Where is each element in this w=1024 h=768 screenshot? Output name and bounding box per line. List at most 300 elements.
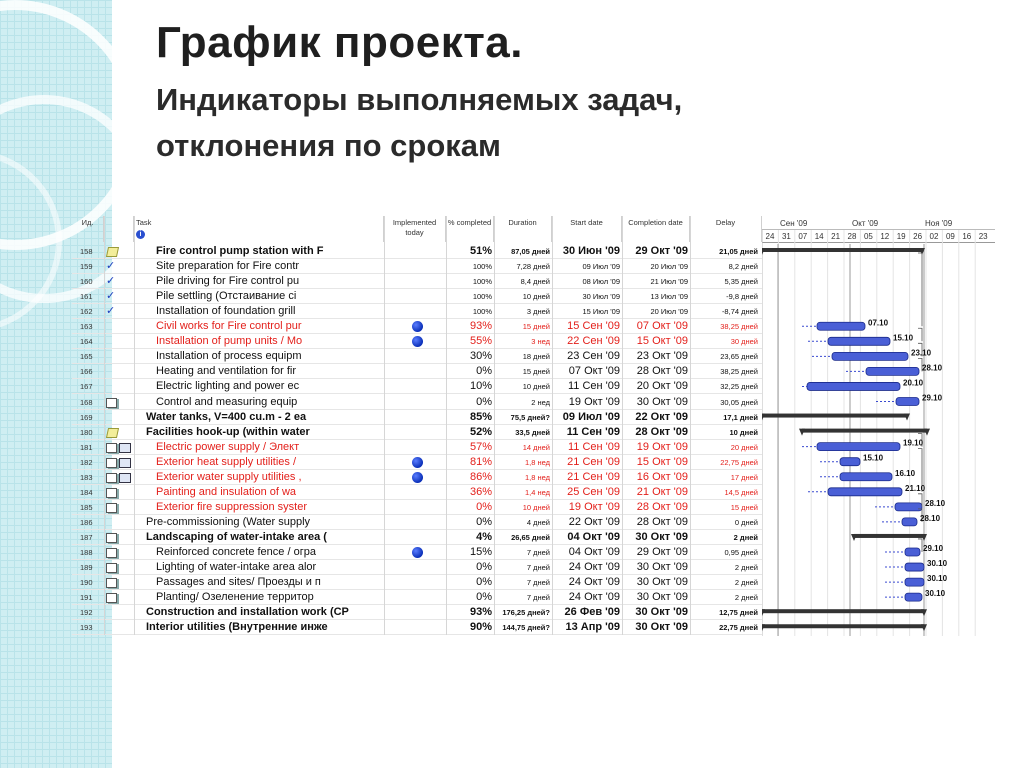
task-name: Pre-commissioning (Water supply (146, 515, 311, 528)
task-name: Planting/ Озеленение территор (156, 591, 314, 604)
progress-indicator-icon (412, 321, 423, 332)
start-date: 08 Июл '09 (582, 277, 620, 287)
duration: 176,25 дней? (502, 608, 550, 618)
delay: 10 дней (729, 427, 758, 437)
indicator-cell (104, 470, 134, 485)
document-icon (106, 563, 117, 573)
percent-completed: 4% (476, 530, 492, 543)
table-row[interactable] (72, 440, 762, 455)
table-row[interactable] (72, 319, 762, 334)
task-id: 182 (80, 457, 93, 467)
completion-date: 20 Июл '09 (650, 307, 688, 317)
implemented-today-cell (384, 395, 446, 410)
table-row[interactable] (72, 500, 762, 515)
duration: 144,75 дней? (502, 623, 550, 633)
summary-bar (762, 248, 922, 252)
percent-completed: 0% (476, 395, 492, 408)
document-icon (106, 533, 117, 543)
table-row[interactable] (72, 349, 762, 364)
duration: 1,8 нед (524, 472, 550, 482)
table-row[interactable] (72, 304, 762, 319)
dependency-line (918, 253, 922, 326)
bar-date-label: 19.10 (903, 438, 924, 448)
table-row[interactable] (72, 515, 762, 530)
start-date: 04 Окт '09 (568, 546, 620, 558)
document-icon (106, 548, 117, 558)
column-header-indicators[interactable] (104, 216, 142, 242)
task-id: 167 (80, 382, 93, 392)
duration: 26,65 дней (511, 532, 550, 542)
indicator-cell (104, 349, 134, 364)
task-bar (905, 563, 924, 571)
start-date: 23 Сен '09 (567, 350, 620, 363)
task-bar (902, 518, 917, 526)
percent-completed: 30% (469, 350, 492, 363)
table-row[interactable] (72, 455, 762, 470)
percent-completed: 0% (476, 576, 492, 589)
bar-date-label: 23.10 (911, 348, 932, 358)
delay: 30,05 дней (720, 397, 758, 407)
implemented-today-cell (384, 590, 446, 605)
indicator-cell (104, 425, 134, 440)
percent-completed: 100% (472, 262, 492, 272)
duration: 7 дней (526, 548, 550, 557)
table-row[interactable] (72, 289, 762, 304)
column-header-id[interactable]: Ид. (72, 216, 104, 242)
task-bar (817, 322, 865, 330)
table-row[interactable] (72, 395, 762, 410)
duration: 87,05 дней (511, 247, 550, 256)
bar-date-label: 30.10 (925, 589, 946, 599)
column-divider (494, 216, 495, 635)
delay: 5,35 дней (724, 277, 758, 287)
duration: 3 нед (531, 337, 550, 347)
indicator-cell (104, 364, 134, 379)
summary-bar (762, 414, 907, 418)
column-divider (552, 216, 553, 635)
completion-date: 15 Окт '09 (636, 335, 688, 348)
column-header-start[interactable]: Start date (552, 216, 622, 242)
timeline-month-label: Ноя '09 (925, 219, 953, 228)
info-icon: i (136, 230, 145, 239)
start-date: 25 Сен '09 (567, 485, 620, 498)
percent-completed: 57% (469, 440, 492, 453)
duration: 10 дней (522, 292, 550, 302)
completion-date: 30 Окт '09 (635, 621, 688, 634)
task-name: Construction and installation work (CP (146, 606, 349, 619)
table-row[interactable] (72, 274, 762, 289)
implemented-today-cell (384, 560, 446, 575)
document-icon (106, 443, 117, 453)
percent-completed: 52% (469, 425, 492, 438)
column-divider (622, 216, 623, 635)
task-id: 169 (80, 412, 93, 422)
indicator-cell (104, 395, 134, 410)
indicator-cell (104, 334, 134, 349)
task-bar (905, 578, 924, 586)
completion-date: 19 Окт '09 (636, 440, 688, 453)
completion-date: 13 Июл '09 (650, 292, 688, 302)
implemented-today-cell (384, 259, 446, 274)
task-name: Painting and insulation of wa (156, 485, 297, 498)
table-row[interactable] (72, 545, 762, 560)
percent-completed: 93% (469, 320, 492, 333)
task-bar (828, 337, 890, 345)
task-bar (840, 458, 860, 466)
task-name: Pile driving for Fire control pu (156, 275, 300, 288)
indicator-cell (104, 410, 134, 425)
start-date: 11 Сен '09 (567, 440, 620, 453)
percent-completed: 85% (469, 410, 492, 423)
table-row[interactable] (72, 379, 762, 394)
duration: 15 дней (522, 322, 550, 332)
summary-bar (854, 534, 924, 538)
table-row[interactable] (72, 485, 762, 500)
percent-completed: 0% (476, 500, 492, 513)
timeline-day-label: 24 (765, 232, 775, 241)
timeline-day-label: 23 (978, 232, 988, 241)
column-header-completion[interactable]: Completion date (622, 216, 690, 242)
completion-date: 20 Окт '09 (636, 380, 688, 393)
check-icon: ✓ (106, 260, 116, 273)
column-divider (104, 216, 105, 635)
indicator-cell (104, 289, 134, 304)
task-id: 165 (80, 352, 93, 362)
bar-date-label: 20.10 (903, 378, 924, 388)
completion-date: 16 Окт '09 (636, 470, 688, 483)
delay: 15 дней (730, 502, 758, 512)
task-id: 183 (80, 472, 93, 482)
delay: 20 дней (730, 442, 758, 452)
table-row[interactable] (72, 410, 762, 425)
completion-date: 20 Июл '09 (650, 262, 688, 272)
duration: 15 дней (522, 367, 550, 377)
task-bar (807, 382, 900, 390)
task-id: 161 (80, 292, 93, 302)
document-icon (106, 593, 117, 603)
bar-date-label: 28.10 (920, 513, 941, 523)
check-icon: ✓ (106, 305, 116, 318)
timeline-day-label: 16 (962, 232, 972, 241)
duration: 75,5 дней? (510, 412, 550, 422)
progress-indicator-icon (412, 457, 423, 468)
column-header-delay[interactable]: Delay (690, 216, 762, 242)
duration: 18 дней (522, 352, 550, 362)
implemented-today-cell (384, 485, 446, 500)
percent-completed: 93% (469, 606, 492, 619)
duration: 1,8 нед (524, 457, 550, 467)
indicator-cell (104, 575, 134, 590)
delay: 38,25 дней (720, 322, 758, 332)
table-row[interactable] (72, 470, 762, 485)
column-header-pct[interactable]: % completed (446, 216, 494, 242)
table-row[interactable] (72, 575, 762, 590)
implemented-today-cell (384, 410, 446, 425)
duration: 2 нед (531, 397, 550, 407)
task-name: Heating and ventilation for fir (156, 365, 297, 378)
document-icon (106, 503, 117, 513)
start-date: 30 Июн '09 (562, 245, 620, 257)
duration: 33,5 дней (515, 427, 550, 437)
completion-date: 30 Окт '09 (635, 530, 688, 543)
task-name: Exterior fire suppression syster (156, 500, 307, 513)
calendar-icon (119, 443, 131, 453)
task-name: Pile settling (Отстаивание сі (156, 290, 297, 303)
bar-date-label: 07.10 (868, 318, 889, 328)
note-icon (106, 428, 119, 438)
table-row[interactable] (72, 244, 762, 259)
indicator-cell (104, 560, 134, 575)
column-divider (384, 216, 385, 635)
task-name: Facilities hook-up (within water (146, 425, 310, 438)
percent-completed: 0% (476, 591, 492, 604)
task-bar (866, 367, 919, 375)
delay: 21,05 дней (719, 247, 758, 256)
indicator-cell (104, 620, 134, 635)
column-header-task[interactable]: Task (134, 216, 384, 242)
slide-subtitle: Индикаторы выполняемых задач, (156, 82, 683, 117)
document-icon (106, 488, 117, 498)
completion-date: 07 Окт '09 (636, 320, 688, 333)
delay: 0,95 дней (724, 548, 758, 557)
duration: 7 дней (526, 593, 550, 603)
slide-title: График проекта. (156, 18, 523, 67)
bar-date-label: 30.10 (927, 574, 948, 584)
indicator-cell (104, 440, 134, 455)
start-date: 15 Июл '09 (582, 307, 620, 317)
table-row[interactable] (72, 590, 762, 605)
duration: 7 дней (526, 578, 550, 588)
delay: 30 дней (730, 337, 758, 347)
summary-bar (802, 429, 927, 433)
implemented-today-cell (384, 470, 446, 485)
completion-date: 28 Окт '09 (636, 365, 688, 378)
progress-indicator-icon (412, 336, 423, 347)
task-name: Water tanks, V=400 cu.m - 2 ea (146, 410, 307, 423)
task-id: 164 (80, 337, 93, 347)
percent-completed: 81% (469, 455, 492, 468)
summary-bar (762, 624, 924, 628)
calendar-icon (119, 473, 131, 483)
implemented-today-cell (384, 500, 446, 515)
task-name: Fire control pump station with F (156, 245, 324, 257)
delay: 23,65 дней (720, 352, 758, 362)
percent-completed: 51% (469, 245, 492, 257)
implemented-today-cell (384, 620, 446, 635)
task-name: Lighting of water-intake area alor (156, 561, 317, 574)
duration: 8,4 дней (520, 277, 550, 287)
indicator-cell (104, 304, 134, 319)
delay: 38,25 дней (720, 367, 758, 377)
start-date: 07 Окт '09 (568, 365, 620, 378)
gantt-timeline (762, 216, 995, 636)
task-id: 186 (80, 517, 93, 527)
completion-date: 22 Окт '09 (635, 410, 688, 423)
implemented-today-cell (384, 455, 446, 470)
gantt-chart-area (762, 216, 995, 636)
task-name: Site preparation for Fire contr (156, 260, 300, 273)
task-id: 185 (80, 502, 93, 512)
percent-completed: 100% (472, 307, 492, 317)
task-id: 163 (80, 322, 93, 332)
bar-date-label: 28.10 (922, 363, 943, 373)
delay: 14,5 дней (724, 487, 758, 497)
completion-date: 30 Окт '09 (635, 606, 688, 619)
table-row[interactable] (72, 605, 762, 620)
task-bar (905, 593, 922, 601)
delay: 2 дней (734, 578, 758, 588)
implemented-today-cell (384, 274, 446, 289)
implemented-today-cell (384, 575, 446, 590)
implemented-today-cell (384, 244, 446, 259)
implemented-today-cell (384, 530, 446, 545)
timeline-day-label: 26 (913, 232, 923, 241)
start-date: 24 Окт '09 (568, 561, 620, 574)
calendar-icon (119, 458, 131, 468)
task-name: Reinforced concrete fence / огра (156, 546, 316, 558)
task-name: Landscaping of water-intake area ( (146, 530, 327, 543)
completion-date: 15 Окт '09 (636, 455, 688, 468)
delay: -8,74 дней (721, 307, 758, 317)
task-bar (905, 548, 920, 556)
task-id: 184 (80, 487, 93, 497)
dependency-line (918, 328, 922, 341)
indicator-cell (104, 545, 134, 560)
table-row[interactable] (72, 560, 762, 575)
percent-completed: 55% (469, 335, 492, 348)
percent-completed: 0% (476, 365, 492, 378)
start-date: 15 Сен '09 (567, 320, 620, 333)
indicator-cell (104, 259, 134, 274)
summary-bar (762, 609, 924, 613)
task-name: Installation of process equipm (156, 350, 302, 363)
start-date: 04 Окт '09 (567, 530, 620, 543)
completion-date: 21 Окт '09 (636, 485, 688, 498)
implemented-today-cell (384, 304, 446, 319)
task-id: 160 (80, 277, 93, 287)
implemented-today-cell (384, 334, 446, 349)
completion-date: 21 Июл '09 (650, 277, 688, 287)
duration: 10 дней (522, 502, 550, 512)
start-date: 19 Окт '09 (568, 395, 620, 408)
indicator-cell (104, 379, 134, 394)
start-date: 11 Сен '09 (566, 425, 620, 438)
indicator-cell (104, 530, 134, 545)
implemented-today-cell (384, 440, 446, 455)
timeline-day-label: 05 (863, 232, 873, 241)
timeline-day-label: 21 (831, 232, 841, 241)
start-date: 22 Окт '09 (568, 515, 620, 528)
indicator-cell (104, 319, 134, 334)
timeline-day-label: 02 (929, 232, 939, 241)
task-name: Installation of pump units / Mo (156, 335, 303, 348)
bar-date-label: 15.10 (863, 453, 884, 463)
task-name: Exterior heat supply utilities / (156, 455, 297, 468)
completion-date: 30 Окт '09 (636, 576, 688, 589)
delay: 32,25 дней (720, 382, 758, 392)
task-id: 193 (80, 623, 93, 633)
percent-completed: 100% (472, 292, 492, 302)
column-divider (446, 216, 447, 635)
implemented-today-cell (384, 349, 446, 364)
duration: 1,4 нед (524, 487, 550, 497)
implemented-today-cell (384, 605, 446, 620)
table-row[interactable] (72, 334, 762, 349)
gantt-table (72, 216, 762, 636)
document-icon (106, 398, 117, 408)
start-date: 22 Сен '09 (567, 335, 620, 348)
completion-date: 30 Окт '09 (636, 395, 688, 408)
indicator-cell (104, 485, 134, 500)
check-icon: ✓ (106, 290, 116, 303)
percent-completed: 90% (469, 621, 492, 634)
delay: 0 дней (734, 517, 758, 527)
task-id: 166 (80, 367, 93, 377)
delay: 2 дней (733, 532, 758, 542)
delay: -9,8 дней (726, 292, 758, 302)
start-date: 19 Окт '09 (568, 500, 620, 513)
start-date: 30 Июл '09 (582, 292, 620, 302)
task-id: 190 (80, 578, 93, 588)
completion-date: 30 Окт '09 (636, 591, 688, 604)
task-id: 189 (80, 563, 93, 573)
table-row[interactable] (72, 620, 762, 635)
timeline-day-label: 07 (798, 232, 808, 241)
completion-date: 29 Окт '09 (635, 245, 688, 257)
table-row[interactable] (72, 530, 762, 545)
indicator-cell (104, 244, 134, 259)
task-name: Interior utilities (Внутренние инже (146, 621, 328, 634)
implemented-today-cell (384, 379, 446, 394)
document-icon (106, 578, 117, 588)
indicator-cell (104, 500, 134, 515)
delay: 22,75 дней (720, 457, 758, 467)
table-row[interactable] (72, 425, 762, 440)
task-bar (828, 488, 902, 496)
timeline-day-label: 14 (814, 232, 824, 241)
delay: 17 дней (730, 472, 758, 482)
percent-completed: 0% (476, 561, 492, 574)
task-id: 188 (80, 548, 93, 557)
column-header-implemented[interactable]: Implemented today (384, 216, 446, 242)
implemented-today-cell (384, 545, 446, 560)
timeline-day-label: 09 (945, 232, 955, 241)
timeline-day-label: 31 (781, 232, 791, 241)
table-row[interactable] (72, 259, 762, 274)
completion-date: 23 Окт '09 (636, 350, 688, 363)
start-date: 21 Сен '09 (567, 470, 620, 483)
duration: 3 дней (526, 307, 550, 317)
start-date: 09 Июл '09 (582, 262, 620, 272)
document-icon (106, 458, 117, 468)
implemented-today-cell (384, 425, 446, 440)
completion-date: 30 Окт '09 (636, 561, 688, 574)
task-name: Electric lighting and power ec (156, 380, 300, 393)
task-name: Electric power supply / Элект (156, 440, 300, 453)
indicator-cell (104, 605, 134, 620)
percent-completed: 15% (469, 546, 492, 558)
duration: 7 дней (526, 563, 550, 573)
column-header-duration[interactable]: Duration (494, 216, 552, 242)
bar-date-label: 15.10 (893, 333, 914, 343)
progress-indicator-icon (412, 472, 423, 483)
table-row[interactable] (72, 364, 762, 379)
slide-subtitle: отклонения по срокам (156, 128, 501, 163)
start-date: 24 Окт '09 (568, 576, 620, 589)
delay: 17,1 дней (723, 412, 758, 422)
task-id: 168 (80, 397, 93, 407)
timeline-month-label: Окт '09 (852, 219, 879, 228)
